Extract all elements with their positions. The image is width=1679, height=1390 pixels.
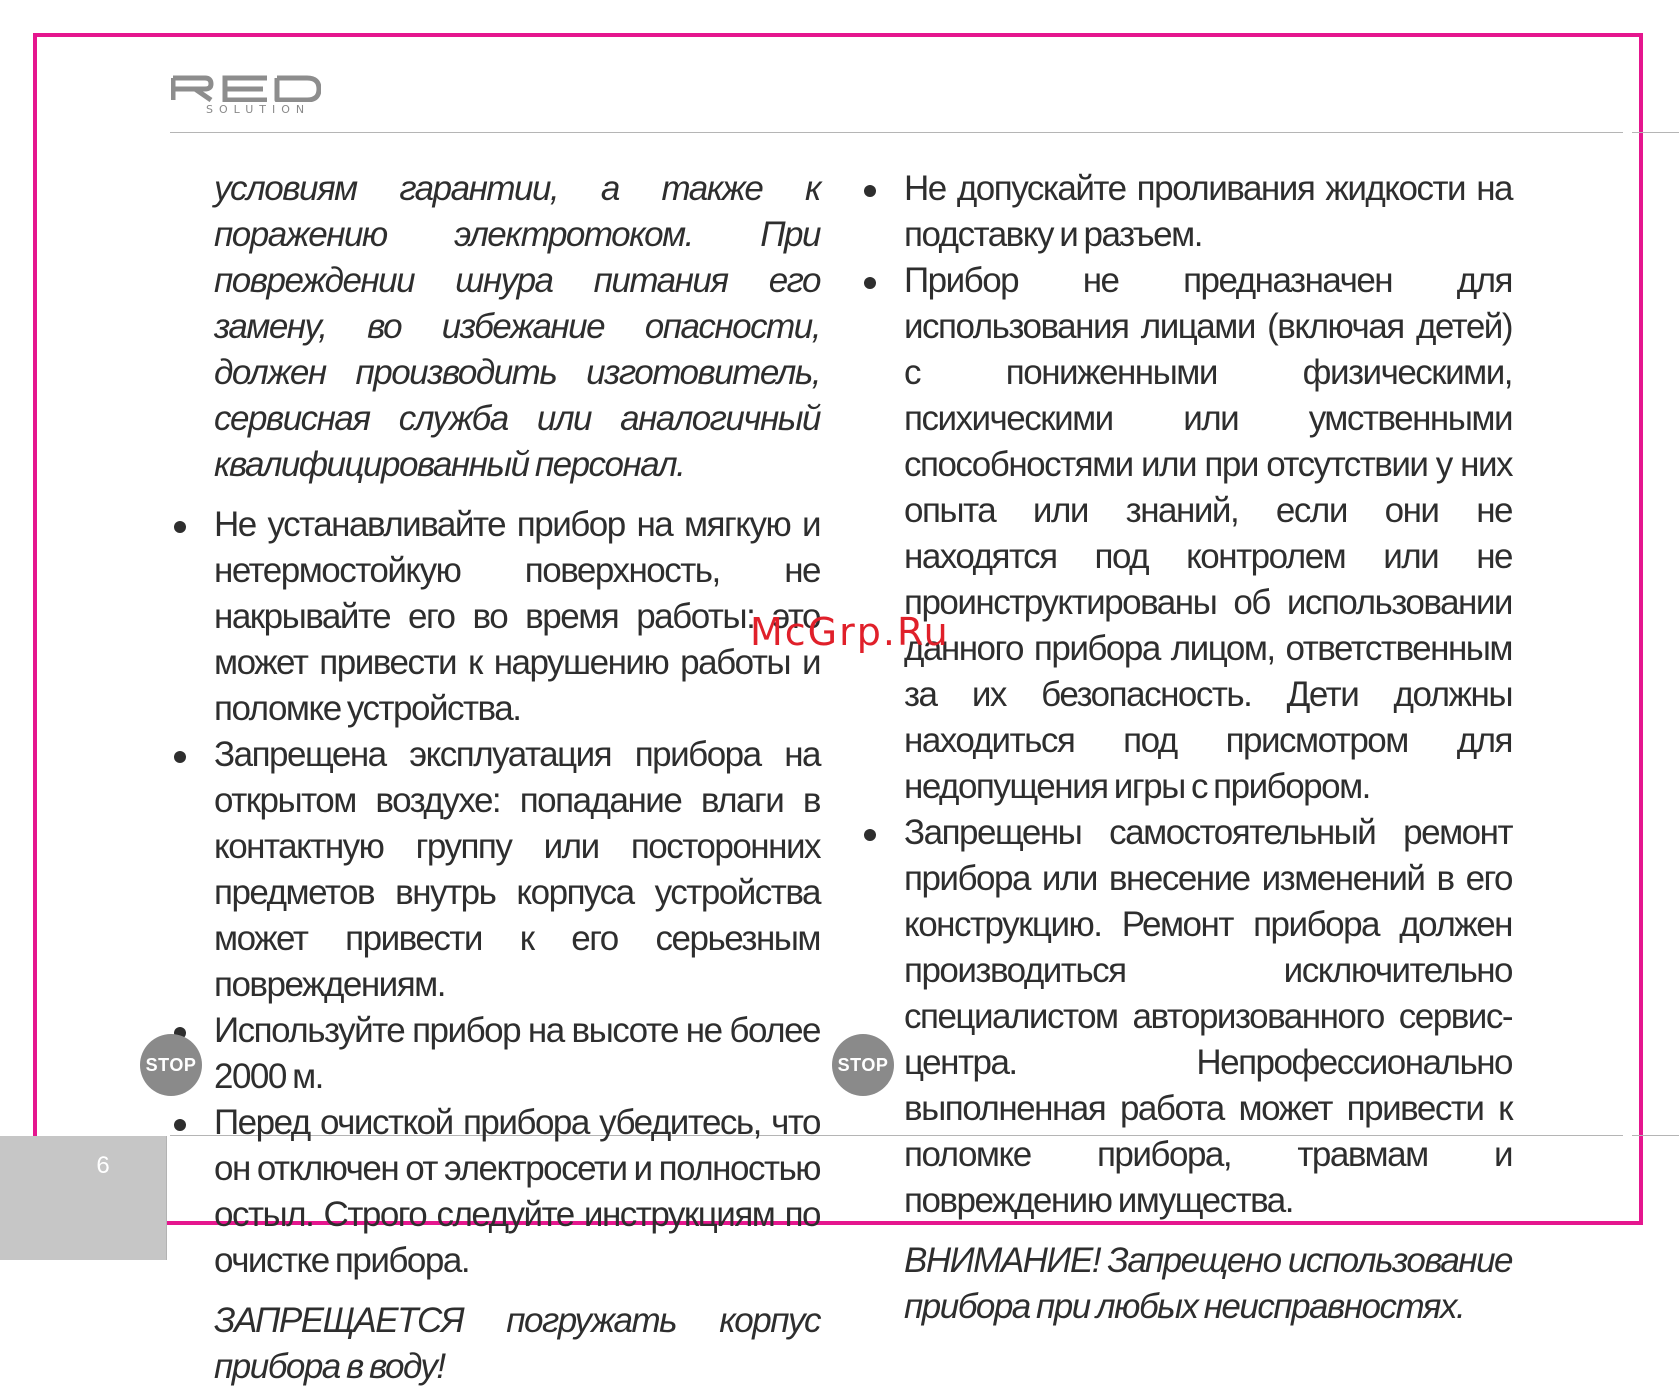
continuation-text: условиям гарантии, а также к поражению электротоком. При повреждении шнура питания его замену, во избежание опасности, должен производить изготовитель, сервисная служба или аналогичный квалифицированный персонал. bbox=[214, 169, 820, 484]
list-item: Прибор не предназначен для использования лицами (включая детей) с пониженными физическими, психическими или умственными способностями или при отсутствии у них опыта или знаний, если они не находятся под контролем или не проинструктированы об использовании данного прибора лицом, ответственным за их безопасность. Дети должны находиться под присмотром для недопущения игры с прибором. bbox=[904, 258, 1512, 810]
list-item: Не устанавливайте прибор на мягкую и нетермостойкую поверхность, не накрывайте его во время работы: это может привести к нарушению работы и поломке устройства. bbox=[214, 502, 820, 732]
red-logo-icon bbox=[171, 74, 321, 102]
list-item: Перед очисткой прибора убедитесь, что он отключен от электросети и полностью остыл. Строго следуйте инструкциям по очистке прибора. bbox=[214, 1100, 820, 1284]
left-column bbox=[214, 166, 820, 1390]
header-rule bbox=[170, 132, 1623, 133]
watermark: McGrp.Ru bbox=[750, 610, 950, 654]
stop-icon: STOP bbox=[140, 1034, 202, 1096]
right-column bbox=[904, 166, 1512, 1330]
brand-logo bbox=[171, 74, 321, 116]
list-item: Не допускайте проливания жидкости на подставку и разъем. bbox=[904, 166, 1512, 258]
list-item: Запрещена эксплуатация прибора на открытом воздухе: попадание влаги в контактную группу или посторонних предметов внутрь корпуса устройства может привести к его серьезным повреждениям. bbox=[214, 732, 820, 1008]
crop-mark bbox=[1632, 132, 1679, 133]
list-item: Запрещены самостоятельный ремонт прибора или внесение изменений в его конструкцию. Ремонт прибора должен производиться исключительно специалистом авторизованного сервис-центра. Непрофессионально выполненная работа может привести к поломке прибора, травмам и повреждению имущества. bbox=[904, 810, 1512, 1224]
stop-icon: STOP bbox=[832, 1034, 894, 1096]
crop-mark bbox=[1632, 1135, 1679, 1136]
warning-text: ВНИМАНИЕ! Запрещено использование прибора при любых неисправностях. bbox=[904, 1241, 1512, 1326]
warning-text: ЗАПРЕЩАЕТСЯ погружать корпус прибора в воду! bbox=[214, 1301, 820, 1386]
brand-tagline: SOLUTION bbox=[206, 103, 311, 116]
page-number: 6 bbox=[96, 1152, 110, 1179]
list-item: Используйте прибор на высоте не более 2000 м. bbox=[214, 1008, 820, 1100]
